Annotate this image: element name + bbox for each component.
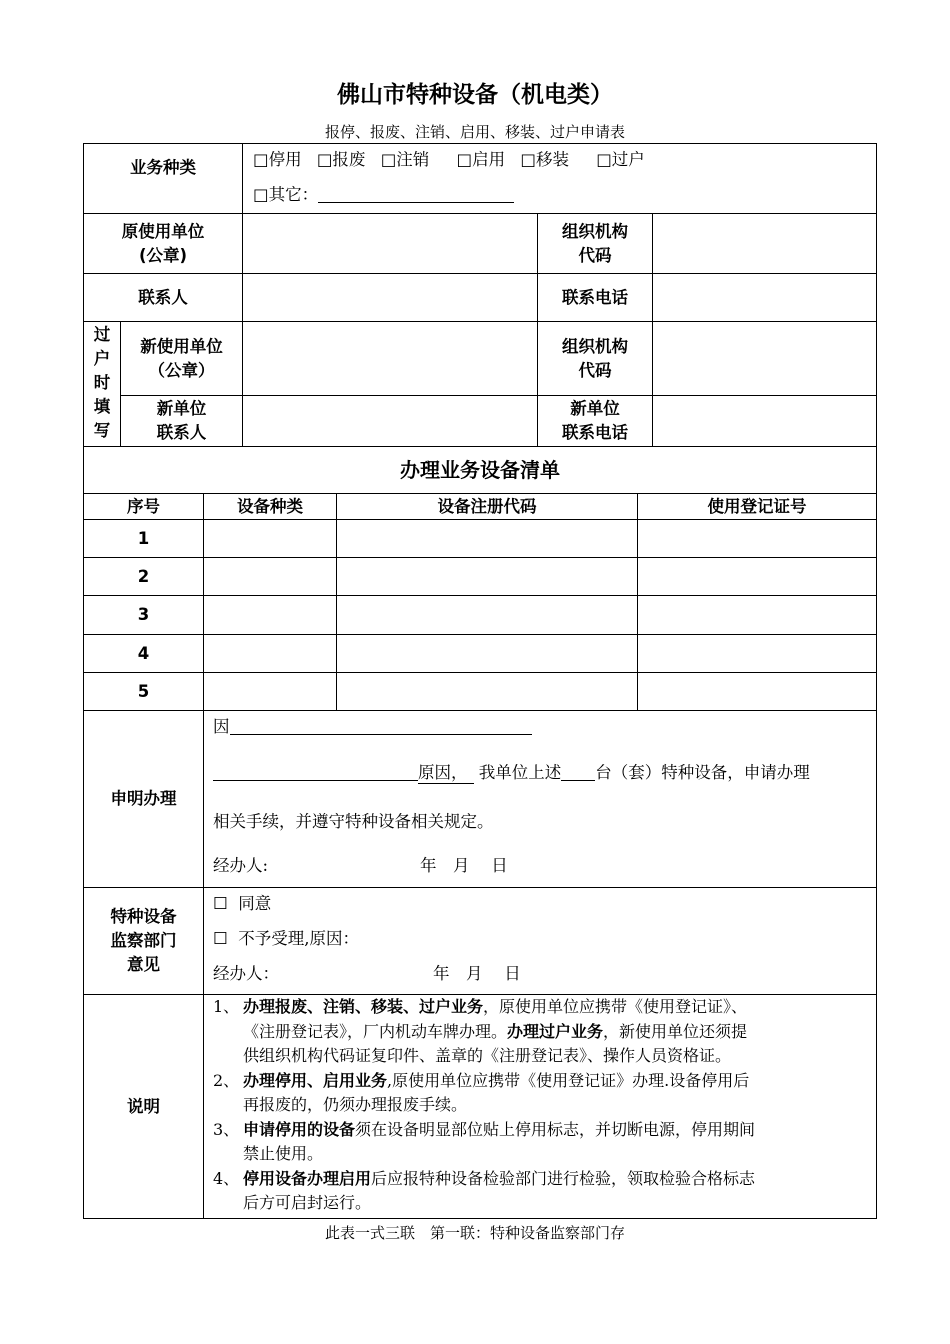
orig-unit-field[interactable] xyxy=(243,214,537,273)
note-1: 1、 办理报废、注销、移装、过户业务，原使用单位应携带《使用登记证》、 《注册登记表》，厂内机动车牌办理。办理过户业务，新使用单位还须提 供组织机构代码证复印件、盖章的《注册登记表》、操作人员资格证。 xyxy=(213,997,748,1065)
contact-phone-field[interactable] xyxy=(653,274,876,321)
declare-line3: 相关手续，并遵守特种设备相关规定。 xyxy=(213,812,494,831)
new-unit-label: 新使用单位 （公章） xyxy=(140,336,223,380)
note-4: 4、 停用设备办理启用后应报特种设备检验部门进行检验，领取检验合格标志 后方可启封运行。 xyxy=(213,1168,756,1212)
col-header-cert-no: 使用登记证号 xyxy=(707,496,807,516)
declare-line2: 原因， 我单位上述 台（套）特种设备，申请办理 xyxy=(213,759,810,784)
new-contact-label: 新单位 联系人 xyxy=(156,399,207,442)
org-code-label: 组织机构 代码 xyxy=(562,221,628,265)
org-code-field[interactable] xyxy=(653,214,876,273)
new-org-code-label: 组织机构 代码 xyxy=(562,336,628,380)
table-row-index: 5 xyxy=(137,681,150,701)
col-header-reg-code: 设备注册代码 xyxy=(437,496,537,516)
new-org-code-field[interactable] xyxy=(653,322,876,395)
footer-note: 此表一式三联 第一联：特种设备监察部门存 xyxy=(324,1224,625,1242)
notes-body xyxy=(213,995,871,1216)
orig-unit-label: 原使用单位 (公章) xyxy=(121,221,205,265)
option-relocate[interactable]: □移装 xyxy=(520,150,569,169)
option-enable[interactable]: □启用 xyxy=(456,150,506,169)
opinion-label: 特种设备 监察部门 意见 xyxy=(110,907,177,974)
declare-line1: 因 xyxy=(213,713,532,737)
other-input-line[interactable] xyxy=(318,184,514,203)
declare-date: 年 月 日 xyxy=(420,856,508,875)
declare-label: 申明办理 xyxy=(110,789,177,808)
option-other-row xyxy=(253,181,514,205)
option-transfer[interactable]: □过户 xyxy=(596,150,645,169)
contact-phone-label: 联系电话 xyxy=(562,287,628,307)
note-2: 2、 办理停用、启用业务,原使用单位应携带《使用登记证》办理.设备停用后 再报废的，仍须办理报废手续。 xyxy=(213,1070,750,1114)
new-phone-label: 新单位 联系电话 xyxy=(562,399,628,442)
business-options xyxy=(253,146,645,170)
quantity-input-line[interactable] xyxy=(561,760,595,781)
notes-label: 说明 xyxy=(127,1096,160,1116)
option-other[interactable]: □其它： xyxy=(253,185,319,204)
col-header-index: 序号 xyxy=(127,496,160,516)
business-type-label: 业务种类 xyxy=(130,158,196,177)
reason-input-line[interactable] xyxy=(230,714,532,735)
table-row-index: 3 xyxy=(137,605,150,624)
reason-input-line-2[interactable] xyxy=(213,760,418,781)
option-suspend[interactable]: □停用 xyxy=(253,150,302,169)
opinion-handler: 经办人： xyxy=(213,964,279,983)
opinion-reject[interactable]: ☐ 不予受理,原因： xyxy=(213,929,360,948)
equipment-list-heading: 办理业务设备清单 xyxy=(400,458,560,482)
opinion-date: 年 月 日 xyxy=(433,964,521,983)
table-row-index: 2 xyxy=(137,566,150,586)
table-row-index: 4 xyxy=(137,643,150,663)
declare-handler: 经办人: xyxy=(213,856,269,875)
new-phone-field[interactable] xyxy=(653,396,876,446)
col-header-type: 设备种类 xyxy=(237,496,303,516)
note-3: 3、 申请停用的设备须在设备明显部位贴上停用标志，并切断电源，停用期间 禁止使用。 xyxy=(213,1119,756,1163)
contact-label: 联系人 xyxy=(138,287,188,307)
opinion-agree[interactable]: ☐ 同意 xyxy=(213,894,272,913)
page-subtitle: 报停、报废、注销、启用、移装、过户申请表 xyxy=(324,123,625,141)
page-title: 佛山市特种设备（机电类） xyxy=(337,82,613,108)
table-row-index: 1 xyxy=(137,528,150,548)
contact-field[interactable] xyxy=(243,274,537,321)
option-scrap[interactable]: □报废 xyxy=(316,150,366,169)
new-contact-field[interactable] xyxy=(243,396,537,446)
option-cancel[interactable]: □注销 xyxy=(380,150,430,169)
transfer-side-label: 过 户 时 填 写 xyxy=(93,325,111,440)
new-unit-field[interactable] xyxy=(243,322,537,395)
